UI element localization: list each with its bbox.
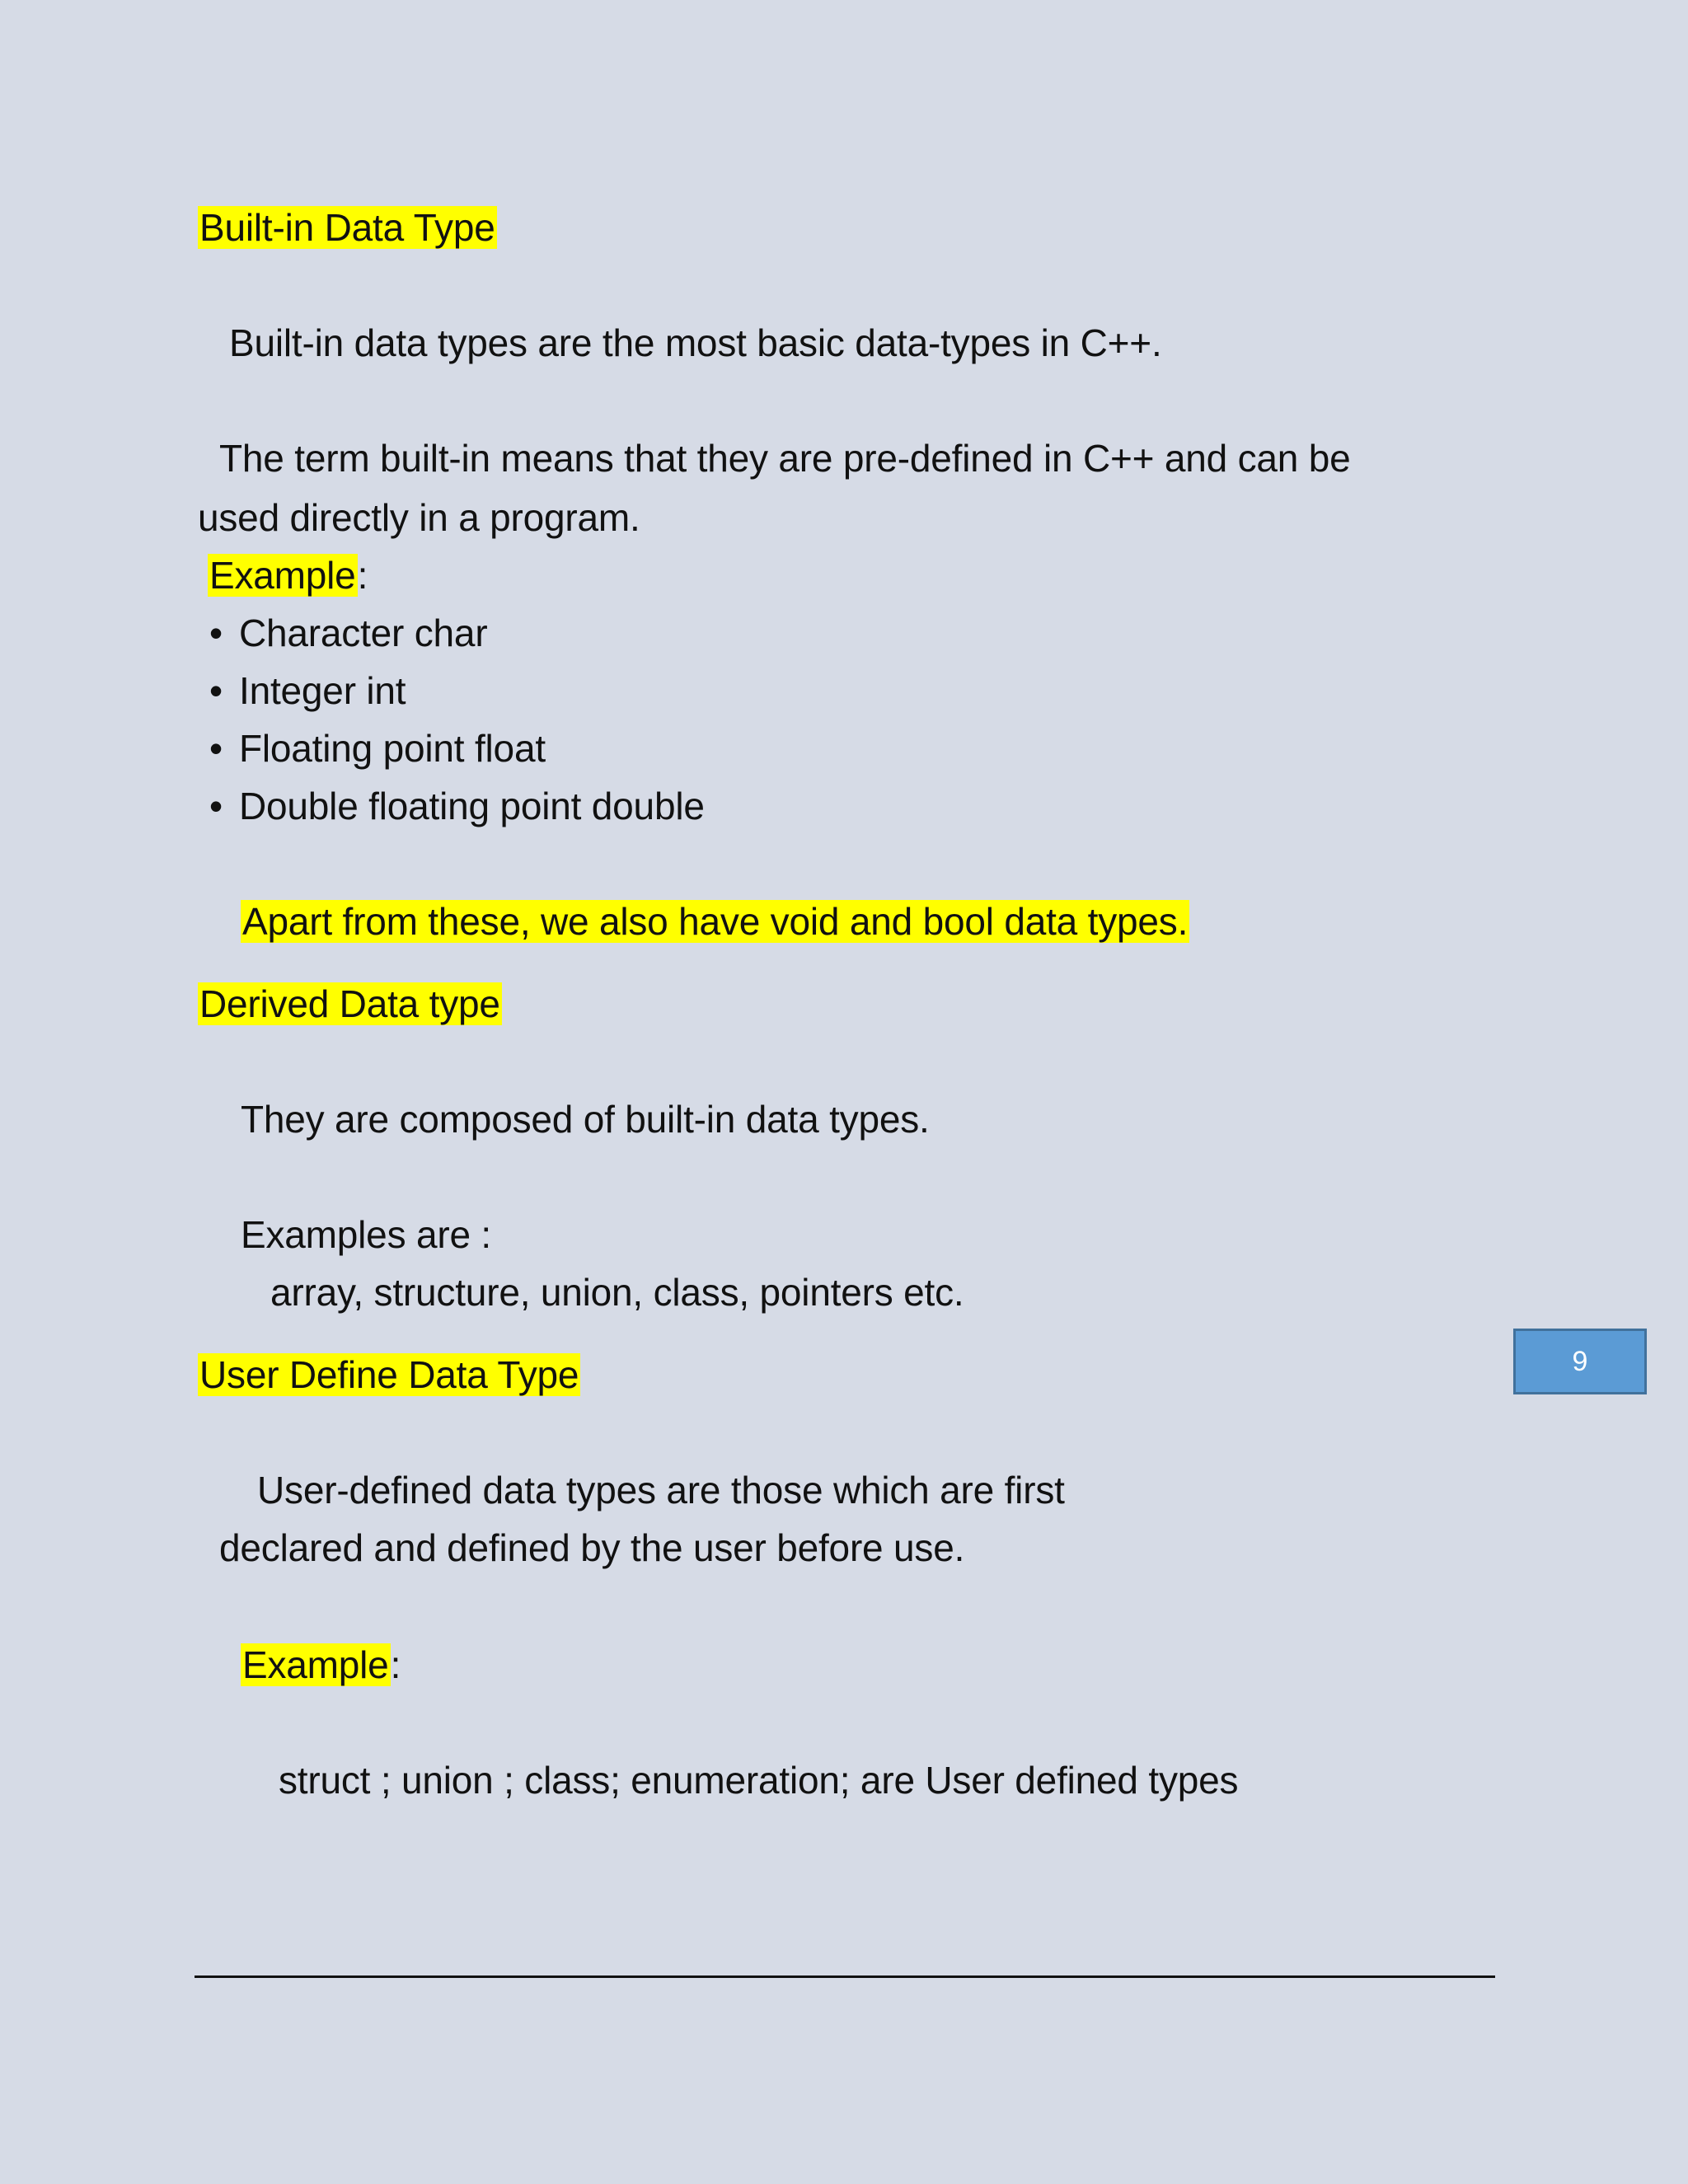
builtin-note xyxy=(241,895,1189,948)
page-number: 9 xyxy=(1572,1345,1588,1377)
list-item-text: Double floating point double xyxy=(239,785,705,827)
list-item-text: Floating point float xyxy=(239,727,546,770)
list-item xyxy=(209,607,487,659)
page-number-badge xyxy=(1513,1329,1647,1394)
list-item xyxy=(209,722,546,775)
heading-derived xyxy=(198,977,502,1030)
builtin-para2-line1: The term built-in means that they are pre-defined in C++ and can be xyxy=(219,437,1351,480)
heading-derived-text: Derived Data type xyxy=(199,982,500,1025)
bullet-icon: • xyxy=(209,727,223,770)
builtin-para2-line2: used directly in a program. xyxy=(198,496,640,539)
derived-examples-list: array, structure, union, class, pointers etc. xyxy=(270,1271,964,1314)
heading-builtin xyxy=(198,201,497,254)
userdefined-example-colon: : xyxy=(390,1643,401,1686)
bullet-icon: • xyxy=(209,612,223,654)
heading-userdefined-text: User Define Data Type xyxy=(199,1353,579,1396)
derived-para1: They are composed of built-in data types. xyxy=(241,1098,930,1141)
builtin-example-label xyxy=(208,549,368,602)
builtin-example-word: Example xyxy=(209,554,356,597)
builtin-para1: Built-in data types are the most basic data-types in C++. xyxy=(229,321,1162,364)
builtin-example-colon: : xyxy=(357,554,368,597)
userdefined-para1-line1: User-defined data types are those which are first xyxy=(257,1469,1065,1511)
list-item xyxy=(209,664,406,717)
bullet-icon: • xyxy=(209,785,223,827)
userdefined-example-word: Example xyxy=(242,1643,389,1686)
heading-userdefined xyxy=(198,1348,580,1401)
userdefined-para1-line2: declared and defined by the user before use. xyxy=(219,1526,965,1569)
heading-builtin-text: Built-in Data Type xyxy=(199,206,495,249)
userdefined-example-label xyxy=(241,1638,401,1691)
userdefined-example-text: struct ; union ; class; enumeration; are User defined types xyxy=(279,1759,1239,1802)
list-item xyxy=(209,780,705,832)
footer-divider xyxy=(195,1975,1495,1978)
builtin-note-text: Apart from these, we also have void and bool data types. xyxy=(242,900,1189,943)
list-item-text: Integer int xyxy=(239,669,406,712)
list-item-text: Character char xyxy=(239,612,488,654)
derived-examples-label: Examples are : xyxy=(241,1213,491,1256)
bullet-icon: • xyxy=(209,669,223,712)
